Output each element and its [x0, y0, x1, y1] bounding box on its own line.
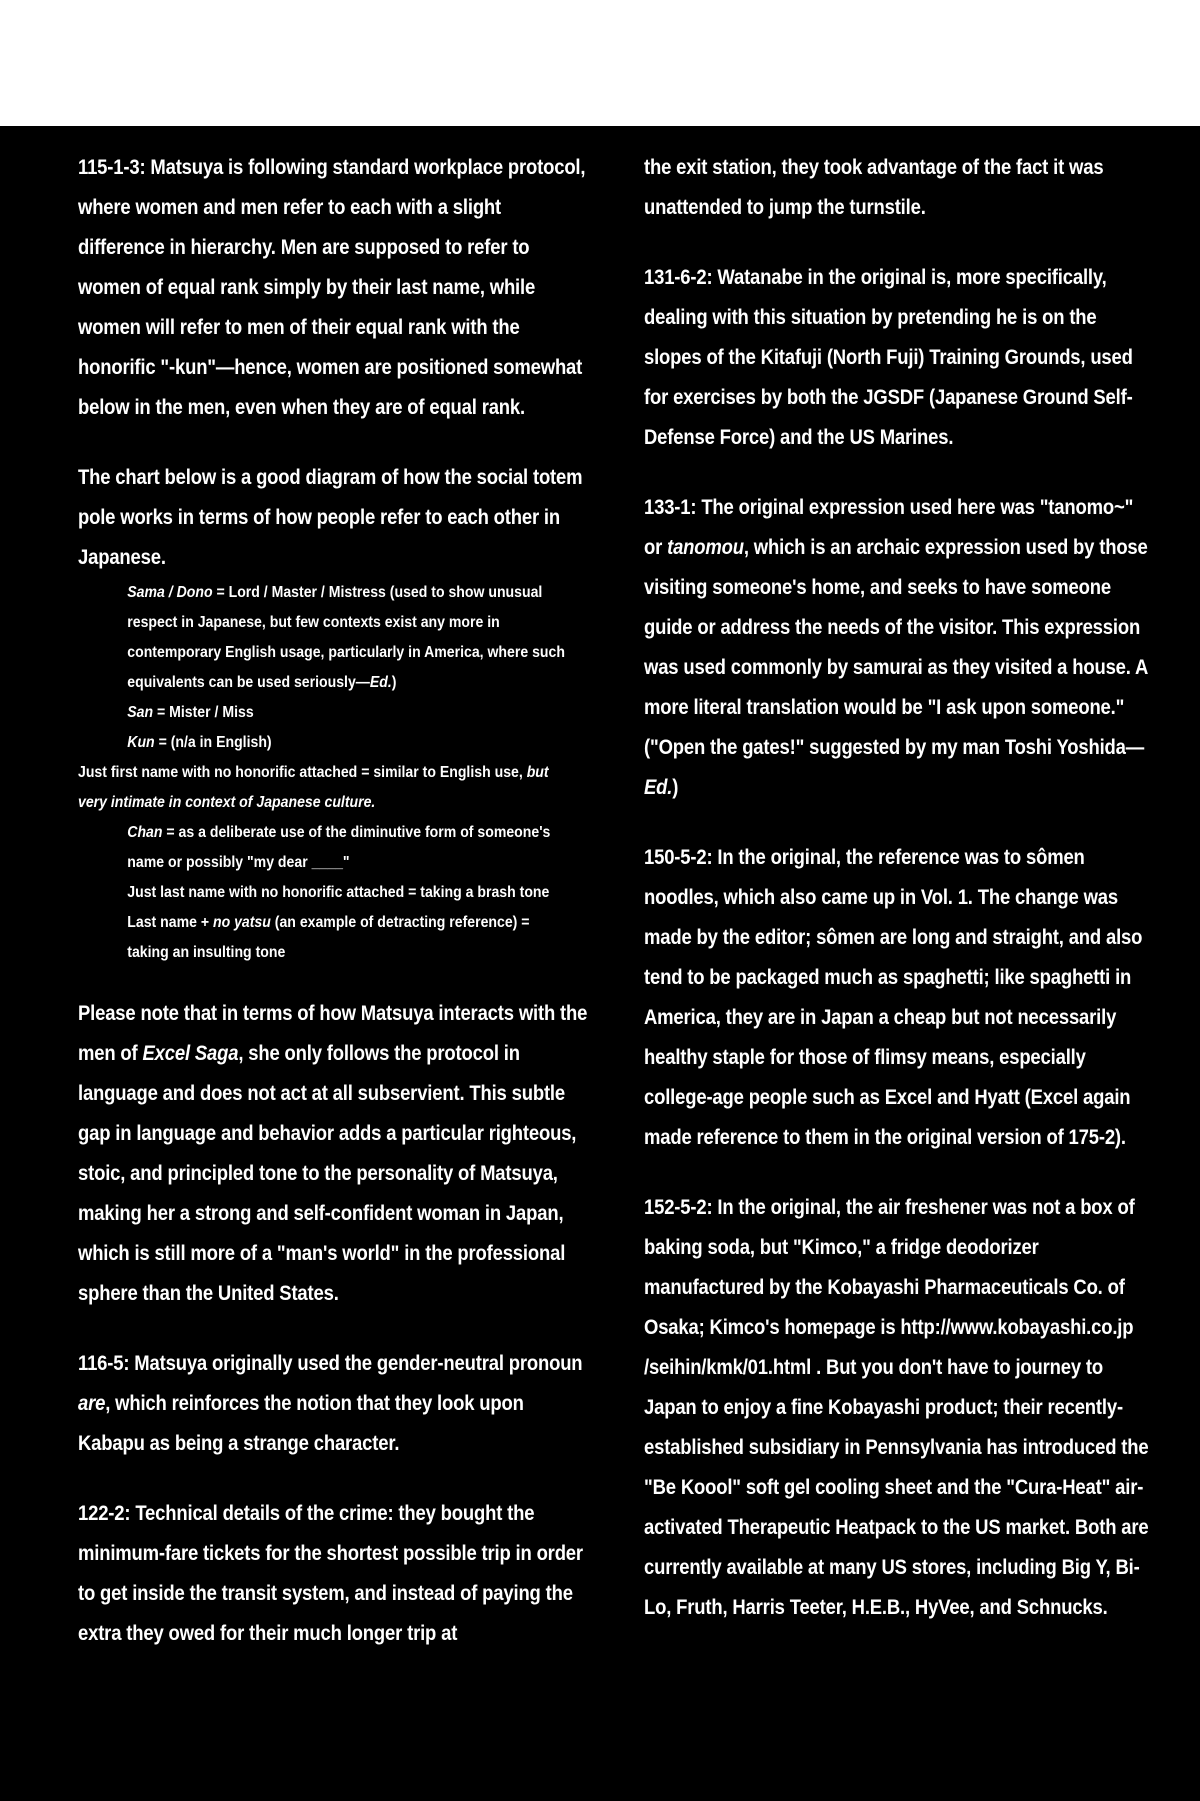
- chart-row-no-yatsu: Last name + no yatsu (an example of detracting reference) = taking an insulting tone: [127, 914, 530, 961]
- note-115-1-3: 115-1-3: Matsuya is following standard workplace protocol, where women and men refer to each with a slight difference in hierarchy. Men are supposed to refer to women of equal rank simply by their last name, while women will refer to men of their equal rank with the honorific "-kun"—hence, women are positioned somewhat below in the men, even when they are of equal rank.: [78, 156, 586, 419]
- right-column: [644, 148, 1154, 1658]
- chart-row-first-name: Just first name with no honorific attached = similar to English use, but very intimate in context of Japanese culture.: [78, 764, 549, 811]
- chart-row-kun: Kun = (n/a in English): [127, 734, 272, 751]
- note-116-5: 116-5: Matsuya originally used the gender-neutral pronoun are, which reinforces the notion that they look upon Kabapu as being a strange character.: [78, 1352, 583, 1455]
- note-131-6-2: 131-6-2: Watanabe in the original is, more specifically, dealing with this situation by pretending he is on the slopes of the Kitafuji (North Fuji) Training Grounds, used for exercises by both the JGSDF (Japanese Ground Self-Defense Force) and the US Marines.: [644, 266, 1133, 449]
- left-column: [78, 148, 588, 1684]
- note-150-5-2: 150-5-2: In the original, the reference was to sômen noodles, which also came up in Vol. 1. The change was made by the editor; sômen are long and straight, and also tend to be packaged much as spaghetti; like spaghetti in America, they are in Japan a cheap but not necessarily healthy staple for those of flimsy means, especially college-age people such as Excel and Hyatt (Excel again made reference to them in the original version of 175-2).: [644, 846, 1143, 1149]
- note-152-5-2: 152-5-2: In the original, the air freshener was not a box of baking soda, but "Kimco," a fridge deodorizer manufactured by the Kobayashi Pharmaceuticals Co. of Osaka; Kimco's homepage is http://www.kobayashi.co.jp /seihin/kmk/01.html . But you don't have to journey to Japan to enjoy a fine Kobayashi product; their recently-established subsidiary in Pennsylvania has introduced the "Be Koool" soft gel cooling sheet and the "Cura-Heat" air-activated Therapeutic Heatpack to the US market. Both are currently available at many US stores, including Big Y, Bi-Lo, Fruth, Harris Teeter, H.E.B., HyVee, and Schnucks.: [644, 1196, 1149, 1619]
- notes-page: [0, 126, 1200, 1801]
- chart-row-last-name: Just last name with no honorific attached = taking a brash tone: [127, 884, 550, 901]
- honorific-chart: [78, 578, 571, 968]
- note-133-1: 133-1: The original expression used here was "tanomo~" or tanomou, which is an archaic expression used by those visiting someone's home, and seeks to have someone guide or address the needs of the visitor. This expression was used commonly by samurai as they visited a house. A more literal translation would be "I ask upon someone." ("Open the gates!" suggested by my man Toshi Yoshida—Ed.): [644, 496, 1148, 799]
- matsuya-protocol-note: Please note that in terms of how Matsuya interacts with the men of Excel Saga, she only follows the protocol in language and does not act at all subservient. This subtle gap in language and behavior adds a particular righteous, stoic, and principled tone to the personality of Matsuya, making her a strong and self-confident woman in Japan, which is still more of a "man's world" in the professional sphere than the United States.: [78, 1002, 588, 1305]
- chart-row-chan: Chan = as a deliberate use of the diminutive form of someone's name or possibly "my dear ____": [127, 824, 551, 871]
- note-122-2-continued: the exit station, they took advantage of the fact it was unattended to jump the turnstile.: [644, 156, 1104, 219]
- chart-intro: The chart below is a good diagram of how the social totem pole works in terms of how people refer to each other in Japanese.: [78, 466, 583, 569]
- chart-row-san: San = Mister / Miss: [127, 704, 254, 721]
- note-122-2: 122-2: Technical details of the crime: they bought the minimum-fare tickets for the shortest possible trip in order to get inside the transit system, and instead of paying the extra they owed for their much longer trip at: [78, 1502, 583, 1645]
- chart-row-sama: Sama / Dono = Lord / Master / Mistress (used to show unusual respect in Japanese, but few contexts exist any more in contemporary English usage, particularly in America, where such equivalents can be used seriously—Ed.): [127, 584, 565, 691]
- page-top-margin: [0, 0, 1200, 126]
